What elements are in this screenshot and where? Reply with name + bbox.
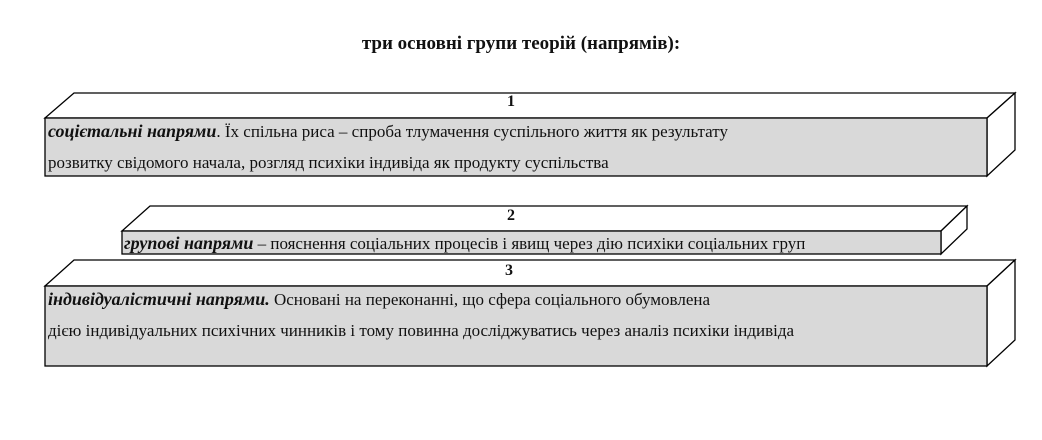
box-2-lead: групові напрями <box>124 233 254 253</box>
box-3-line-1-text: Основані на переконанні, що сфера соціального обумовлена <box>273 290 711 309</box>
box-3-top-face <box>45 260 1015 286</box>
diagram-title: три основні групи теорій (напрямів): <box>361 33 681 54</box>
box-2-text <box>124 233 942 254</box>
box-1-line-2: розвитку свідомого начала, розгляд психіки індивіда як продукту суспільства <box>48 153 609 172</box>
box-1-sep: . <box>216 122 225 141</box>
box-2-sep: – <box>253 234 271 253</box>
box-2-line-1-text: пояснення соціальних процесів і явищ через дію психіки соціальних груп <box>270 234 806 253</box>
box-3-line-1 <box>48 284 794 315</box>
box-3-line-2: дією індивідуальних психічних чинників і тому повинна досліджуватись через аналіз психіки індивіда <box>48 321 795 340</box>
box-3-number: 3 <box>505 262 513 279</box>
box-1-text <box>48 116 728 178</box>
box-3-text <box>48 284 794 346</box>
box-1-number: 1 <box>507 93 515 110</box>
box-3-lead: індивідуалістичні напрями. <box>48 289 270 309</box>
box-2-number: 2 <box>507 207 515 224</box>
box-1-lead: соцієтальні напрями <box>48 121 217 141</box>
box-1-top-face <box>45 93 1015 118</box>
box-1-line-1-text: Їх спільна риса – спроба тлумачення суспільного життя як результату <box>224 122 728 141</box>
box-2-top-face <box>122 206 967 231</box>
box-1-line-1 <box>48 116 728 147</box>
